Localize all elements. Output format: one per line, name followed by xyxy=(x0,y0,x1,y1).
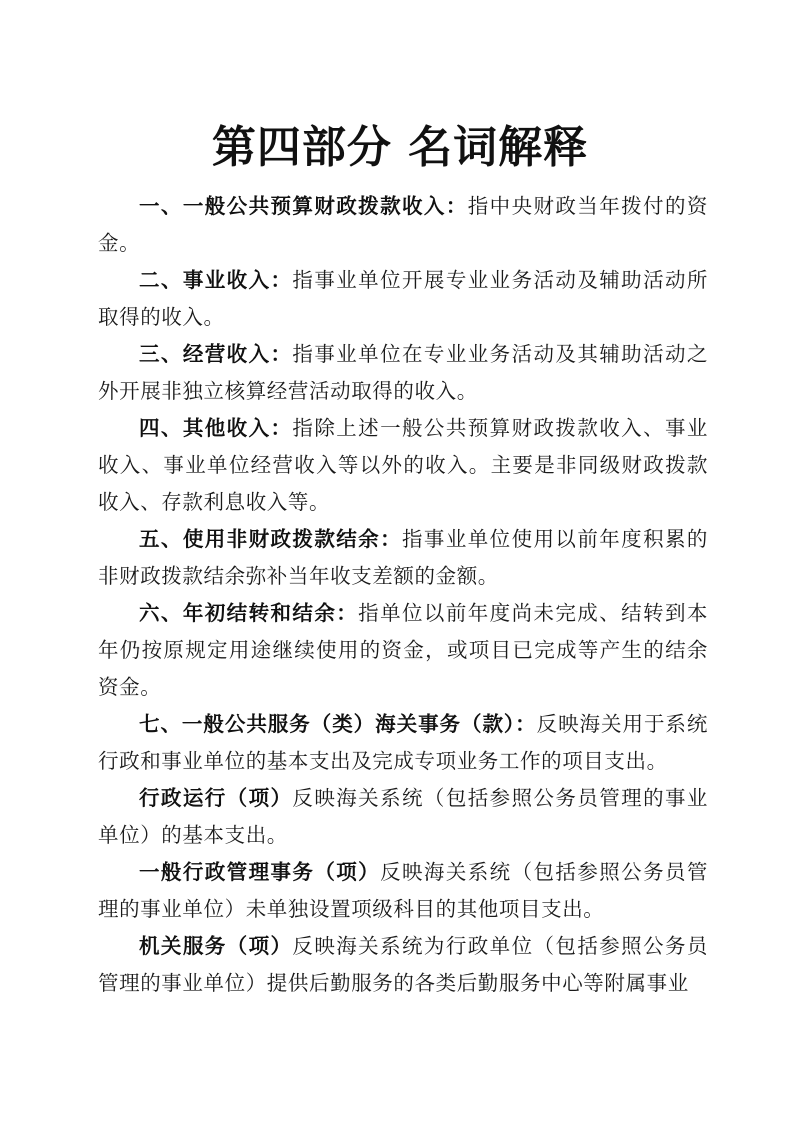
definition-text: 指事业单位开展专业业务活动及辅助活动所取得的收入。 xyxy=(98,268,709,329)
paragraph-agency-services xyxy=(98,928,708,1002)
term-label: 五、使用非财政拨款结余： xyxy=(139,527,402,551)
term-label: 六、年初结转和结余： xyxy=(139,601,359,625)
definition-text: 反映海关用于系统行政和事业单位的基本支出及完成专项业务工作的项目支出。 xyxy=(98,712,708,773)
paragraph-operating-income xyxy=(98,336,708,410)
paragraph-customs-affairs xyxy=(98,706,708,780)
term-label: 一、一般公共预算财政拨款收入： xyxy=(139,194,468,218)
definition-text: 指中央财政当年拨付的资金。 xyxy=(98,194,708,255)
definition-text: 反映海关系统（包括参照公务员管理的事业单位）未单独设置项级科目的其他项目支出。 xyxy=(98,860,708,921)
term-label: 一般行政管理事务（项） xyxy=(139,860,381,884)
definition-text: 反映海关系统为行政单位（包括参照公务员管理的事业单位）提供后勤服务的各类后勤服务中心等附属事业 xyxy=(98,934,709,995)
paragraph-other-income xyxy=(98,410,708,521)
term-label: 三、经营收入： xyxy=(139,342,293,366)
paragraph-carryover-balance xyxy=(98,595,708,706)
definition-text: 指除上述一般公共预算财政拨款收入、事业收入、事业单位经营收入等以外的收入。主要是非同级财政拨款收入、存款利息收入等。 xyxy=(98,416,709,514)
definition-text: 指事业单位使用以前年度积累的非财政拨款结余弥补当年收支差额的金额。 xyxy=(98,527,709,588)
definition-text: 指单位以前年度尚未完成、结转到本年仍按原规定用途继续使用的资金，或项目已完成等产生的结余资金。 xyxy=(98,601,708,699)
term-label: 七、一般公共服务（类）海关事务（款）： xyxy=(139,712,537,736)
paragraph-non-fiscal-surplus xyxy=(98,521,708,595)
definition-text: 指事业单位在专业业务活动及其辅助活动之外开展非独立核算经营活动取得的收入。 xyxy=(98,342,709,403)
paragraph-business-income xyxy=(98,262,708,336)
page-title: 第四部分 名词解释 xyxy=(211,122,589,173)
paragraph-general-budget-income xyxy=(98,188,708,262)
document-body xyxy=(98,188,708,1002)
paragraph-administrative-operation xyxy=(98,780,708,854)
term-label: 四、其他收入： xyxy=(139,416,293,440)
term-label: 二、事业收入： xyxy=(139,268,293,292)
paragraph-general-administration xyxy=(98,854,708,928)
term-label: 行政运行（项） xyxy=(139,786,293,810)
definition-text: 反映海关系统（包括参照公务员管理的事业单位）的基本支出。 xyxy=(98,786,709,847)
term-label: 机关服务（项） xyxy=(139,934,293,958)
